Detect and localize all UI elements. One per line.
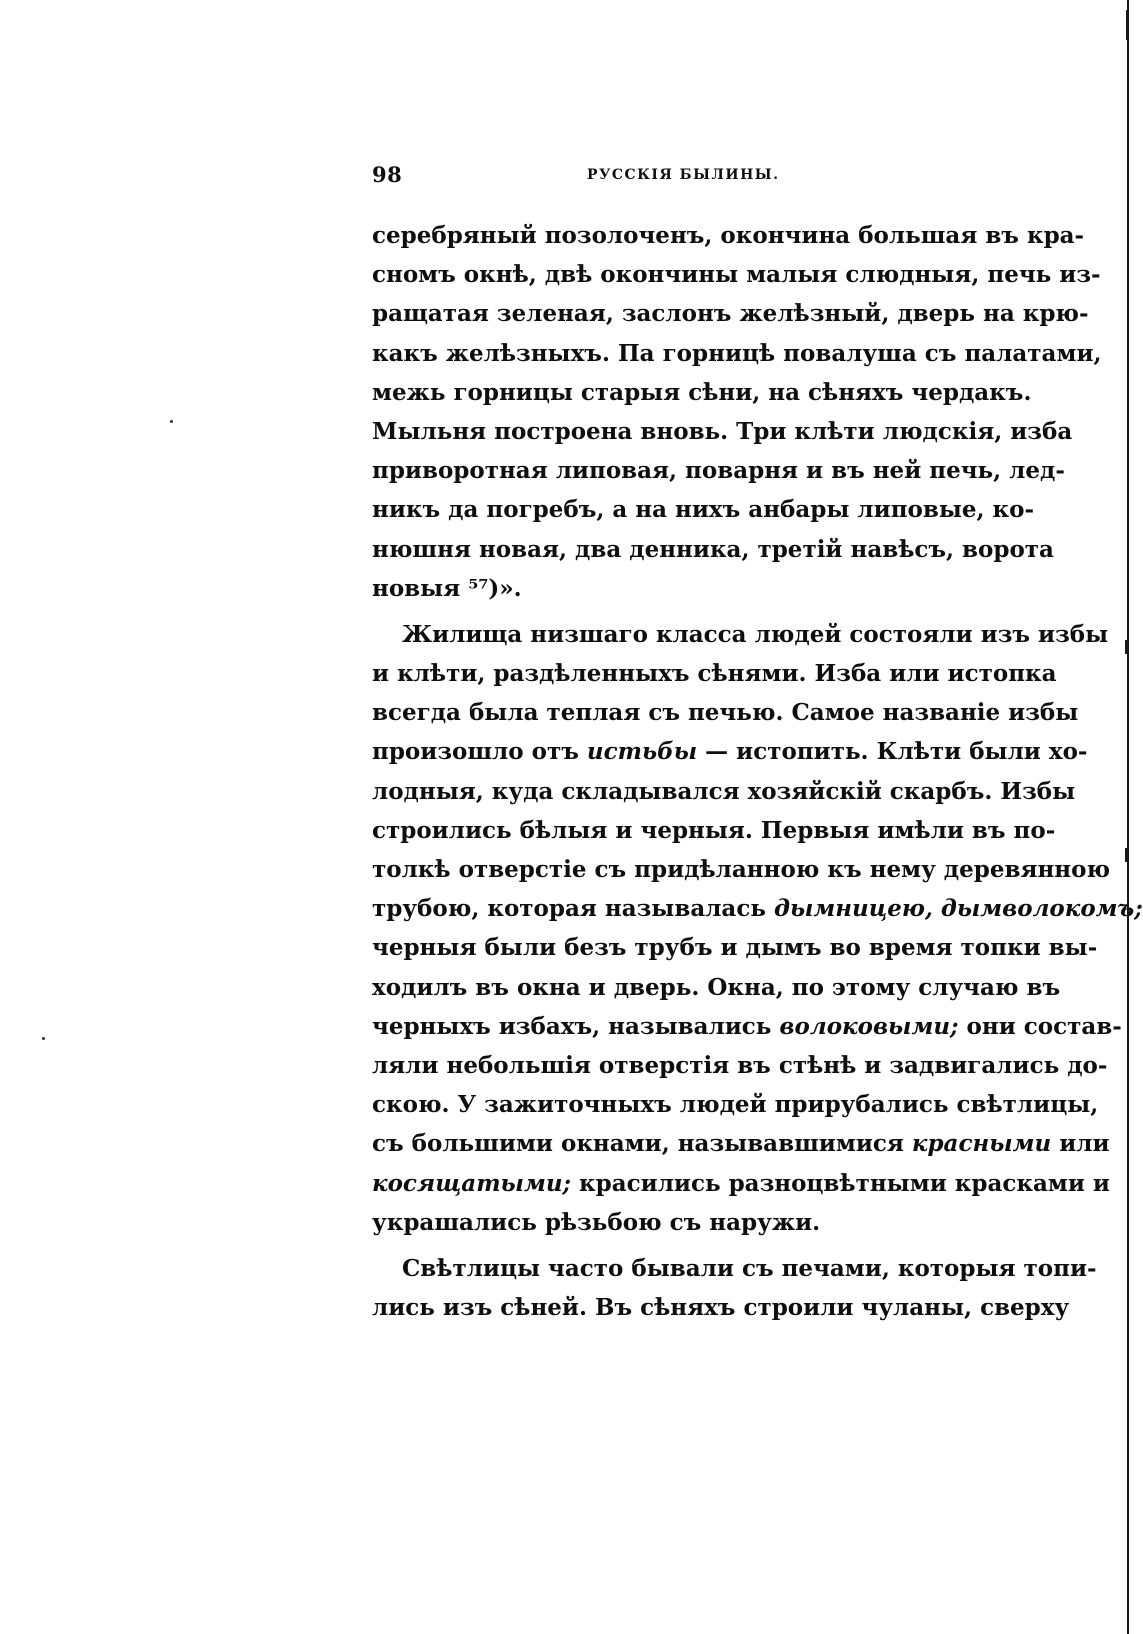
paragraph-gap — [372, 608, 1012, 615]
text-run: сномъ окнѣ, двѣ окончины малыя слюдныя, печь из- — [372, 261, 1101, 289]
text-line — [372, 772, 1076, 811]
text-line — [372, 490, 1035, 529]
text-run: Мыльня построена вновь. Три клѣти людскія, изба — [372, 417, 1073, 445]
text-line — [372, 412, 1073, 451]
text-line — [372, 569, 1012, 608]
text-line — [372, 811, 1056, 850]
text-run: ращатая зеленая, заслонъ желѣзный, дверь на крю- — [372, 300, 1089, 328]
body-text — [372, 216, 1143, 1327]
text-line — [372, 889, 1143, 928]
text-run: ходилъ въ окна и дверь. Окна, по этому случаю въ — [372, 973, 1061, 1001]
edge-mark — [1125, 640, 1128, 654]
text-line — [372, 1007, 1122, 1046]
text-line — [372, 530, 1054, 569]
text-run: и клѣти, раздѣленныхъ сѣнями. Изба или истопка — [372, 660, 1057, 688]
text-line — [372, 255, 1101, 294]
text-run: лись изъ сѣней. Въ сѣняхъ строили чуланы, сверху — [372, 1294, 1070, 1322]
text-run: приворотная липовая, поварня и въ ней печь, лед- — [372, 457, 1065, 485]
text-line — [372, 928, 1098, 967]
text-line — [372, 615, 1109, 654]
text-line — [372, 1288, 1070, 1327]
text-line — [372, 850, 1111, 889]
text-run: трубою, которая называлась — [372, 895, 774, 923]
text-run: произошло отъ — [372, 738, 587, 766]
text-run: никъ да погребъ, а на нихъ анбары липовые, ко- — [372, 496, 1035, 524]
paragraph-gap — [372, 1242, 1012, 1249]
text-line — [372, 451, 1065, 490]
text-run: черныя были безъ трубъ и дымъ во время топки вы- — [372, 934, 1098, 962]
text-line — [372, 216, 1085, 255]
text-run: съ большими окнами, называвшимися — [372, 1130, 912, 1158]
text-run: строились бѣлыя и черныя. Первыя имѣли въ по- — [372, 816, 1056, 844]
text-line — [372, 1124, 1110, 1163]
edge-mark — [1125, 848, 1128, 862]
text-run: они состав- — [958, 1012, 1122, 1040]
italic-term: истьбы — [586, 738, 698, 766]
text-line — [372, 1203, 1012, 1242]
text-line — [372, 1164, 1110, 1203]
text-run: толкѣ отверстіе съ придѣланною къ нему деревянною — [372, 856, 1111, 883]
text-line — [372, 1249, 1097, 1288]
edge-mark — [1126, 10, 1129, 40]
text-run: красились разноцвѣтными красками и — [571, 1169, 1110, 1197]
text-run: межь горницы старыя сѣни, на сѣняхъ чердакъ. — [372, 378, 1032, 406]
stray-dot — [170, 420, 173, 423]
stray-dot — [42, 1037, 45, 1040]
text-line — [372, 693, 1079, 732]
text-run: Жилища низшаго класса людей состояли изъ избы — [402, 620, 1109, 648]
text-run: всегда была теплая съ печью. Самое названіе избы — [372, 699, 1079, 727]
text-run: новыя ⁵⁷)». — [372, 574, 522, 602]
text-line — [372, 294, 1089, 333]
text-line — [372, 1085, 1099, 1124]
italic-term: красными — [911, 1130, 1052, 1158]
text-run: или — [1051, 1130, 1110, 1158]
text-run: какъ желѣзныхъ. Па горницѣ повалуша съ палатами, — [372, 339, 1102, 367]
text-run: — истопить. Клѣти были хо- — [697, 738, 1088, 766]
text-line — [372, 732, 1088, 771]
italic-term: волоковыми; — [779, 1012, 959, 1040]
page-number: 98 — [372, 162, 403, 187]
italic-term: косящатыми; — [372, 1169, 572, 1197]
text-run: Свѣтлицы часто бывали съ печами, которыя топи- — [402, 1254, 1097, 1282]
running-head: РУССКІЯ БЫЛИНЫ. — [587, 167, 780, 183]
text-run: серебряный позолоченъ, окончина большая въ кра- — [372, 222, 1085, 249]
text-line — [372, 968, 1061, 1007]
text-line — [372, 1046, 1108, 1085]
page-edge-line — [1127, 0, 1129, 1634]
text-line — [372, 654, 1057, 693]
text-run: ляли небольшія отверстія въ стѣнѣ и задвигались до- — [372, 1051, 1108, 1079]
page-header — [372, 162, 1012, 192]
text-line — [372, 334, 1102, 373]
text-run: скою. У зажиточныхъ людей прирубались свѣтлицы, — [372, 1091, 1099, 1119]
text-line — [372, 373, 1032, 412]
text-run: украшались рѣзьбою съ наружи. — [372, 1208, 821, 1236]
text-run: черныхъ избахъ, назывались — [372, 1012, 780, 1040]
text-run: лодныя, куда складывался хозяйскій скарбъ. Избы — [372, 777, 1076, 805]
text-run: нюшня новая, два денника, третій навѣсъ, ворота — [372, 535, 1054, 563]
italic-term: дымницею, дымволокомъ; — [773, 895, 1143, 923]
